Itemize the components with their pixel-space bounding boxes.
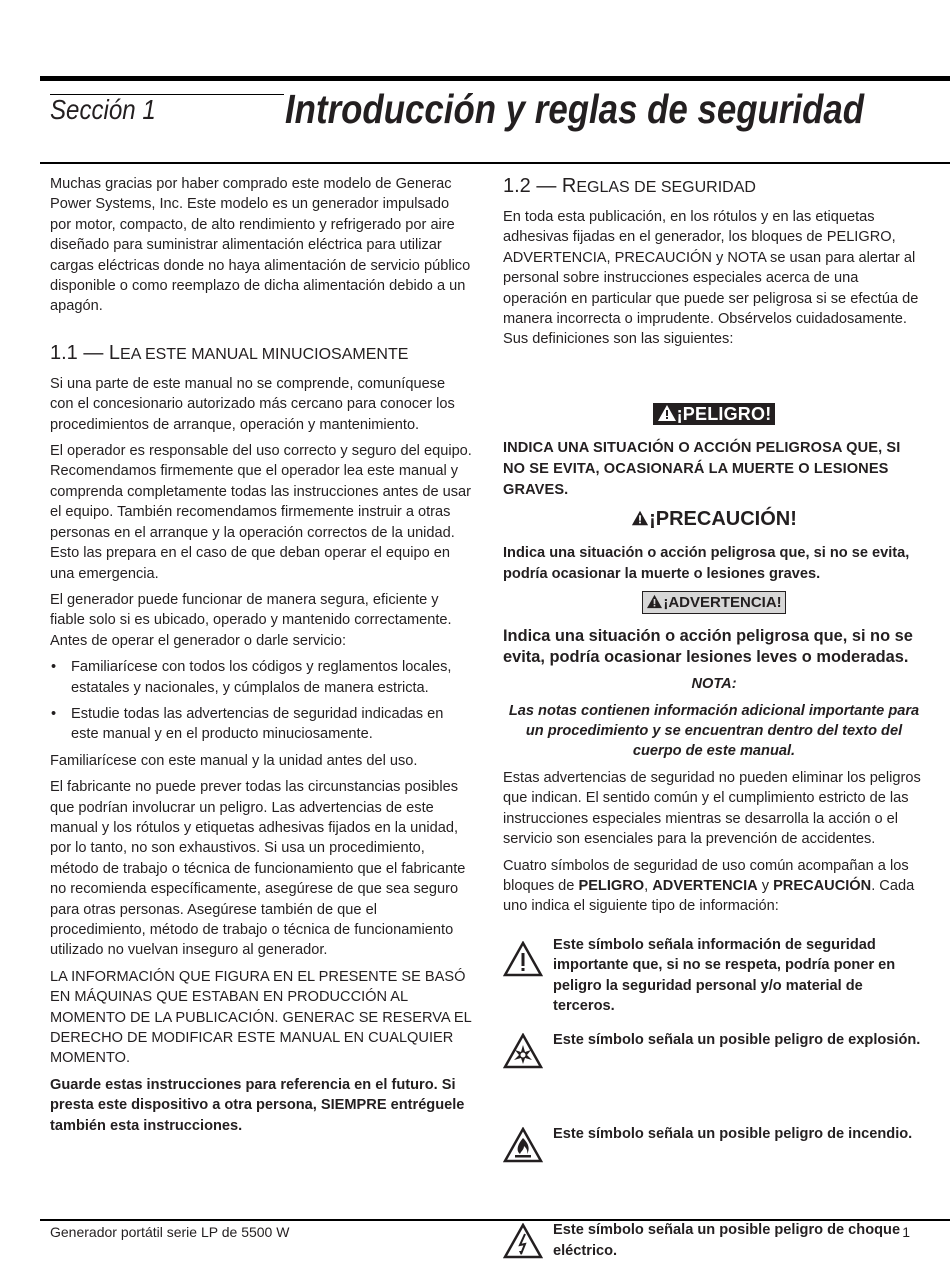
- page-number: 1: [902, 1224, 910, 1240]
- right-column: [503, 174, 925, 1266]
- symbol-row: [503, 1030, 925, 1075]
- paragraph: Guarde estas instrucciones para referencia en el futuro. Si presta este dispositivo a otra persona, SIEMPRE entréguele también esta instrucciones.: [50, 1076, 465, 1134]
- paragraph: Estas advertencias de seguridad no pueden eliminar los peligros que indican. El sentido común y el cumplimiento estricto de las instrucciones especiales mientras se desarrolla la acción o el servicio son esenciales para la prevención de accidentes.: [503, 769, 921, 848]
- page-title: Introducción y reglas de seguridad: [285, 86, 865, 132]
- symbol-text: Este símbolo señala información de seguridad importante que, si no se respeta, podría poner en peligro la seguridad personal y/o material de terceros.: [553, 936, 896, 1014]
- symbol-text: Este símbolo señala un posible peligro de explosión.: [553, 1032, 921, 1049]
- list-item: • Familiarícese con todos los códigos y reglamentos locales, estatales y nacionales, y cúmplalos de manera estricta.: [71, 657, 472, 698]
- heading-1-1: [50, 341, 472, 367]
- paragraph: Si una parte de este manual no se comprende, comuníquese con el concesionario autorizado más cercano para conocer los procedimientos de arranque, operación y mantenimiento.: [50, 375, 455, 433]
- symbol-row: [503, 1220, 925, 1265]
- text-run-bold: ADVERTENCIA: [652, 877, 758, 894]
- paragraph: El generador puede funcionar de manera segura, eficiente y fiable solo si es ubicado, operado y mantenido correctamente. Antes de operar el generador o darle servicio:: [50, 591, 452, 649]
- heading-1-2-text: EGLAS DE SEGURIDAD: [576, 179, 756, 196]
- symbol-text: Este símbolo señala un posible peligro de incendio.: [553, 1125, 913, 1142]
- heading-1-1-number: 1.1 — L: [50, 341, 121, 364]
- fire-warning-icon: [503, 1127, 543, 1163]
- paragraph: LA INFORMACIÓN QUE FIGURA EN EL PRESENTE SE BASÓ EN MÁQUINAS QUE ESTABAN EN PRODUCCIÓN AL MOMENTO DE LA PUBLICACIÓN. GENERAC SE RESERVA EL DERECHO DE MODIFICAR ESTE MANUAL EN CUALQUIER MOMENTO.: [50, 968, 472, 1067]
- header-rule: [40, 162, 950, 164]
- heading-1-2: [503, 174, 925, 200]
- symbol-text: Este símbolo señala un posible peligro de choque eléctrico.: [553, 1222, 901, 1259]
- paragraph: Familiarícese con este manual y la unidad antes del uso.: [50, 752, 418, 769]
- precaucion-text: Indica una situación o acción peligrosa que, si no se evita, podría ocasionar la muerte o lesiones graves.: [503, 545, 910, 583]
- text-run: Cuatro símbolos de seguridad de uso común acompañan a los bloques de: [503, 857, 909, 894]
- paragraph: El operador es responsable del uso correcto y seguro del equipo. Recomendamos firmemente que el operador lea este manual y comprenda completamente todas las instrucciones antes de usar el equipo. También recomendamos firmemente instruir a otras personas en el arranque y la operación correctos de la unidad. Esto las prepara en el caso de que deban operar el equipo en una emergencia.: [50, 443, 472, 582]
- section-label: Sección 1: [50, 94, 156, 125]
- precaucion-signal: [503, 507, 925, 531]
- advertencia-text: Indica una situación o acción peligrosa que, si no se evita, podría ocasionar lesiones leves o moderadas.: [503, 627, 913, 667]
- paragraph: En toda esta publicación, en los rótulos y en las etiquetas adhesivas fijadas en el generador, los bloques de PELIGRO, ADVERTENCIA, PRECAUCIÓN y NOTA se usan para alertar al personal sobre instrucciones especiales acerca de una operación en particular que puede ser peligrosa si se efectúa de manera incorrecta o imprudente. Obsérvelos cuidadosamente. Sus definiciones son las siguientes:: [503, 209, 919, 348]
- advertencia-badge: [642, 591, 785, 614]
- bullet-list: [50, 657, 472, 745]
- warning-triangle-icon: [646, 594, 663, 609]
- symbol-row: [503, 1124, 925, 1169]
- explosion-warning-icon: [503, 1033, 543, 1069]
- left-column: [50, 174, 472, 1142]
- paragraph: El fabricante no puede prever todas las circunstancias posibles que podrían involucrar un peligro. Las advertencias de este manual y los rótulos y etiquetas adhesivas fijados en la unidad, por lo tanto, no son exhaustivos. Si usa un procedimiento, método de trabajo o técnica de funcionamiento que el fabricante no recomienda específicamente, asegúrese de que sea seguro para otras personas. Asegúrese también de que el procedimiento, método de trabajo o técnica de funcionamiento utilizado no vuelvan inseguro al generador.: [50, 779, 466, 959]
- text-run: y: [757, 877, 774, 894]
- text-run: . Cada uno indica el siguiente tipo de información:: [503, 877, 915, 915]
- top-rule: [40, 76, 950, 81]
- footer-title: Generador portátil serie LP de 5500 W: [50, 1224, 290, 1240]
- warning-triangle-icon: [657, 404, 677, 422]
- peligro-signal: [503, 403, 925, 426]
- peligro-text: INDICA UNA SITUACIÓN O ACCIÓN PELIGROSA QUE, SI NO SE EVITA, OCASIONARÁ LA MUERTE O LESIONES GRAVES.: [503, 440, 901, 499]
- peligro-label: ¡PELIGRO!: [676, 403, 772, 424]
- exclamation-warning-icon: [503, 941, 543, 977]
- symbol-row: [503, 935, 925, 1017]
- text-run: ,: [644, 877, 653, 894]
- advertencia-signal: [503, 591, 925, 614]
- heading-1-1-text: EA ESTE MANUAL MINUCIOSAMENTE: [120, 345, 409, 363]
- peligro-badge: [653, 403, 776, 425]
- list-item: • Estudie todas las advertencias de seguridad indicadas en este manual y en el producto minuciosamente.: [71, 704, 472, 745]
- intro-paragraph: Muchas gracias por haber comprado este modelo de Generac Power Systems, Inc. Este modelo es un generador impulsado por motor, compacto, de alto rendimiento y refrigerado por aire diseñado para suministrar alimentación eléctrica para utilizar cargas eléctricas donde no haya alimentación de servicio público disponible o como reemplazo de dicha alimentación debido a un apagón.: [50, 176, 471, 315]
- advertencia-label: ¡ADVERTENCIA!: [663, 594, 782, 612]
- paragraph: [503, 856, 925, 917]
- nota-text: Las notas contienen información adicional importante para un procedimiento y se encuentran dentro del texto del cuerpo de este manual.: [508, 702, 920, 760]
- precaucion-label: ¡PRECAUCIÓN!: [649, 508, 797, 531]
- text-run-bold: PELIGRO: [578, 877, 645, 894]
- warning-triangle-icon: [631, 509, 649, 527]
- heading-1-2-number: 1.2 — R: [503, 175, 577, 197]
- footer-rule: [40, 1219, 950, 1221]
- text-run-bold: PRECAUCIÓN: [773, 877, 872, 894]
- nota-label: NOTA:: [691, 676, 737, 693]
